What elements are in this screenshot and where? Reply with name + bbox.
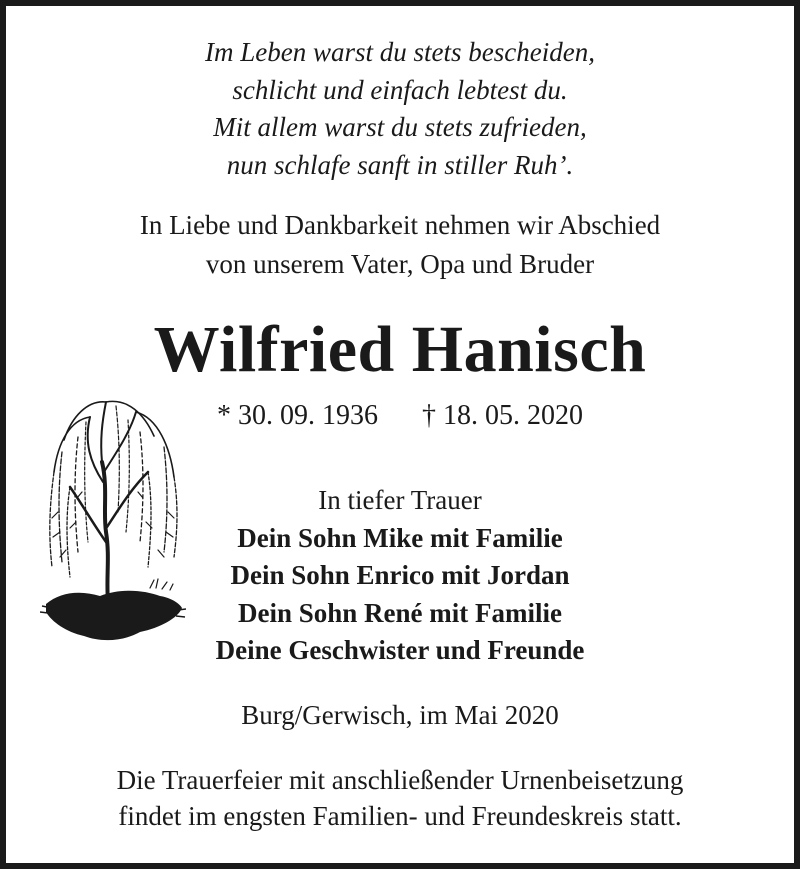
mourner-line: Dein Sohn Mike mit Familie bbox=[237, 522, 563, 553]
memorial-poem bbox=[6, 34, 794, 184]
poem-line: nun schlafe sanft in stiller Ruh’. bbox=[226, 149, 574, 180]
notice-line: findet im engsten Familien- und Freundeskreis statt. bbox=[118, 801, 682, 831]
intro-line: In Liebe und Dankbarkeit nehmen wir Abschied bbox=[139, 210, 661, 240]
death-date: † 18. 05. 2020 bbox=[422, 400, 583, 431]
deceased-name: Wilfried Hanisch bbox=[153, 313, 647, 386]
poem-line: Mit allem warst du stets zufrieden, bbox=[213, 112, 587, 142]
farewell-intro bbox=[6, 206, 794, 284]
notice-line: Die Trauerfeier mit anschließender Urnenbeisetzung bbox=[116, 765, 684, 795]
mourner-line: Dein Sohn René mit Familie bbox=[238, 597, 562, 628]
intro-line: von unserem Vater, Opa und Bruder bbox=[205, 249, 595, 279]
poem-line: schlicht und einfach lebtest du. bbox=[232, 74, 568, 105]
mourner-line: Deine Geschwister und Freunde bbox=[215, 635, 585, 665]
place-and-date: Burg/Gerwisch, im Mai 2020 bbox=[241, 700, 559, 730]
poem-line: Im Leben warst du stets bescheiden, bbox=[205, 37, 595, 67]
funeral-notice bbox=[6, 762, 794, 834]
mourners-heading: In tiefer Trauer bbox=[318, 485, 482, 515]
mourner-line: Dein Sohn Enrico mit Jordan bbox=[230, 560, 570, 590]
mourners-section bbox=[6, 482, 794, 670]
birth-date: * 30. 09. 1936 bbox=[217, 400, 378, 431]
